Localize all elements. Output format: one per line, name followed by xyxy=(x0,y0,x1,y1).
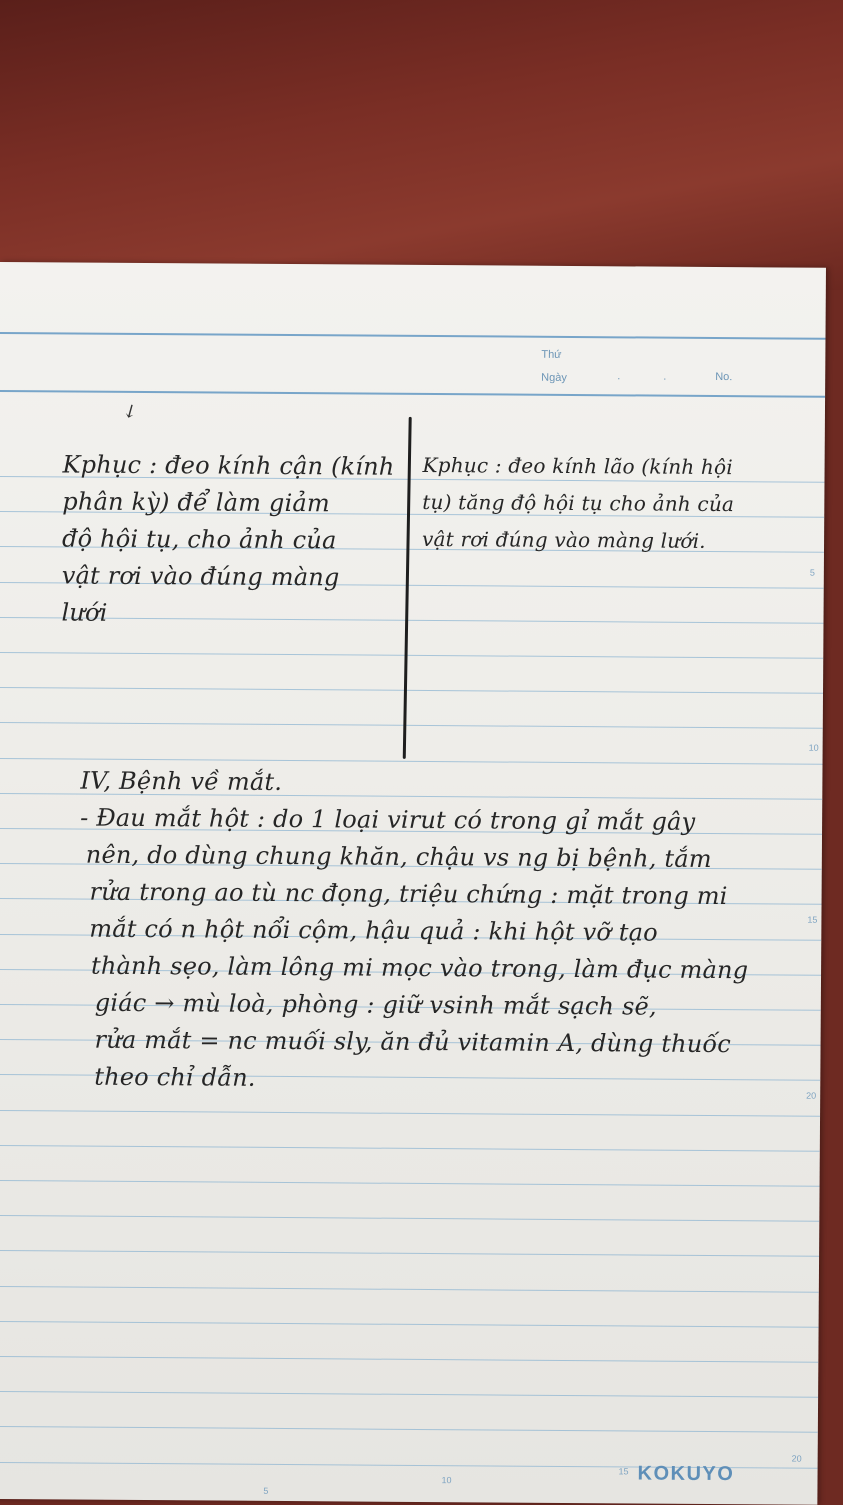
handwritten-line: độ hội tụ, cho ảnh của xyxy=(61,524,337,555)
header-no-label: No. xyxy=(715,370,733,384)
pen-mark: ↙ xyxy=(118,398,143,425)
margin-number: 10 xyxy=(808,742,819,753)
header-dot: . xyxy=(617,370,621,383)
notebook-page xyxy=(0,262,826,1505)
bottom-scale-number: 10 xyxy=(441,1475,452,1486)
ruled-line xyxy=(0,722,823,729)
handwritten-line: nên, do dùng chung khăn, chậu vs ng bị bệnh, tắm xyxy=(85,840,712,873)
ruled-line xyxy=(0,1321,819,1328)
bottom-scale-number: 20 xyxy=(791,1453,802,1464)
margin-number: 15 xyxy=(807,914,818,925)
handwritten-line: rửa mắt = nc muối sly, ăn đủ vitamin A, dùng thuốc xyxy=(94,1025,732,1059)
handwritten-line: lưới xyxy=(61,598,108,627)
column-divider xyxy=(403,417,412,759)
handwritten-line: tụ) tăng độ hội tụ cho ảnh của xyxy=(422,489,735,517)
ruled-line xyxy=(0,652,823,659)
table-surface xyxy=(0,0,843,290)
ruled-line xyxy=(0,1180,820,1187)
section-heading: IV, Bệnh về mắt. xyxy=(80,766,283,796)
handwritten-line: mắt có n hột nổi cộm, hậu quả : khi hột vỡ tạo xyxy=(89,914,658,947)
margin-number: 5 xyxy=(809,567,815,578)
header-top-rule xyxy=(0,332,825,340)
bottom-scale-number: 5 xyxy=(263,1485,269,1496)
ruled-line xyxy=(0,617,824,624)
ruled-line xyxy=(0,1145,820,1152)
header-bottom-rule xyxy=(0,390,825,398)
handwritten-line: - Đau mắt hột : do 1 loại virut có trong gỉ mắt gây xyxy=(80,803,696,836)
handwritten-line: vật rơi vào đúng màng xyxy=(61,561,340,592)
ruled-line xyxy=(0,1356,818,1363)
header-dot: . xyxy=(663,370,667,383)
handwritten-line: rửa trong ao tù nc đọng, triệu chứng : mặt trong mi xyxy=(89,877,728,911)
handwritten-line: giác → mù loà, phòng : giữ vsinh mắt sạch sẽ, xyxy=(94,988,657,1021)
ruled-line xyxy=(0,1426,818,1433)
margin-number: 20 xyxy=(806,1090,817,1101)
kokuyo-brand: KOKUYO xyxy=(637,1462,735,1486)
handwritten-line: Kphục : đeo kính lão (kính hội xyxy=(422,452,733,480)
handwritten-line: Kphục : đeo kính cận (kính xyxy=(62,450,395,481)
header-ngay-label: Ngày xyxy=(541,371,567,384)
handwritten-line: theo chỉ dẫn. xyxy=(94,1062,256,1092)
ruled-line xyxy=(0,1286,819,1293)
ruled-line xyxy=(0,1215,819,1222)
ruled-line xyxy=(0,1250,819,1257)
ruled-line xyxy=(0,1110,820,1117)
ruled-line xyxy=(0,1391,818,1398)
handwritten-line: thành sẹo, làm lông mi mọc vào trong, làm đục màng xyxy=(90,951,749,985)
ruled-line xyxy=(0,687,823,694)
header-thu-label: Thứ xyxy=(541,348,562,361)
handwritten-line: phân kỳ) để làm giảm xyxy=(62,487,330,518)
handwritten-line: vật rơi đúng vào màng lưới. xyxy=(421,526,706,553)
bottom-scale-number: 15 xyxy=(618,1466,629,1477)
